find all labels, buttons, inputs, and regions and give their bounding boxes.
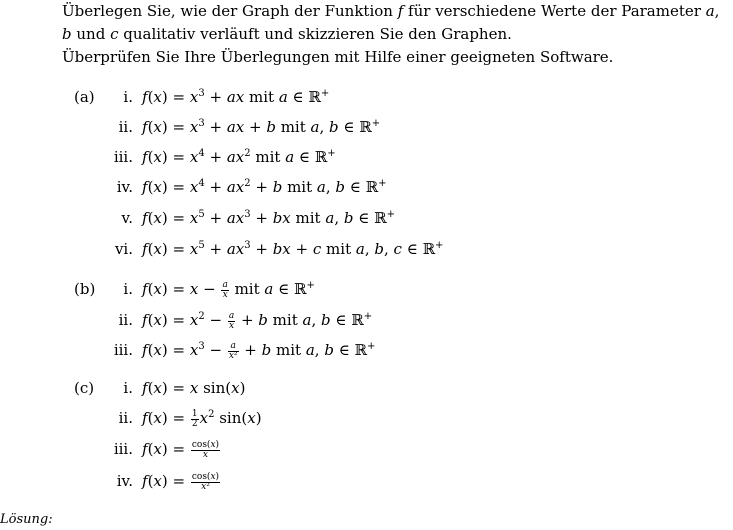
formula: $f(x) = x^3$ + ax mit a ∈ ℝ+ (142, 88, 330, 106)
formula: $f(x) = x^4 + ax^2$ mit a ∈ ℝ+ (142, 148, 336, 166)
problem-statement (62, 0, 733, 69)
formula: $f(x) = x^3$ − $\frac{a}{\text{x²}}$ + b mit a, b ∈ ℝ+ (142, 340, 376, 361)
item-number: i. (123, 379, 133, 397)
formula: f(x) = $\frac{\cos(x)}{x}$ (142, 439, 220, 460)
intro-line-1: Überlegen Sie, wie der Graph der Funktion f für verschiedene Werte der Parameter a, b und c qualitativ verläuft und skizzieren Sie den Graphen. (62, 2, 720, 43)
item-number: iii. (113, 341, 133, 359)
formula: $f(x) = x^3$ + ax + b mit a, b ∈ ℝ+ (142, 118, 381, 136)
solution-label: Lösung: (0, 512, 53, 527)
item-number: i. (123, 280, 133, 298)
item-number: ii. (118, 409, 133, 427)
section-label-c: (c) (74, 379, 95, 397)
section-label-b: (b) (74, 280, 96, 298)
item-number: i. (123, 88, 133, 106)
item-b-iii (0, 341, 733, 365)
item-number: ii. (118, 311, 133, 329)
intro-line-2: Überprüfen Sie Ihre Überlegungen mit Hilfe einer geeigneten Software. (62, 48, 614, 66)
item-a-v (0, 209, 733, 233)
item-number: iii. (113, 440, 133, 458)
formula: $f(x) = x^2$ − $\frac{a}{x}$ + b mit a, b ∈ ℝ+ (142, 310, 373, 331)
item-b-i (0, 280, 733, 304)
formula: f(x) = x − $\frac{a}{x}$ mit a ∈ ℝ+ (142, 279, 315, 300)
formula: $f(x) = x^5 + ax^3$ + bx mit a, b ∈ ℝ+ (142, 209, 395, 227)
formula: $f(x) = x^4 + ax^2 + b$ mit a, b ∈ ℝ+ (142, 178, 387, 196)
item-c-iii (0, 440, 733, 464)
item-a-i (0, 88, 733, 112)
item-a-ii (0, 118, 733, 142)
formula: f(x) = $\frac{1}{2}$ $x^2$ sin(x) (142, 408, 262, 429)
formula: f(x) = x sin(x) (142, 379, 246, 397)
item-number: iv. (116, 472, 133, 490)
item-number: vi. (114, 240, 133, 258)
formula: f(x) = $\frac{\cos(x)}{\text{x²}}$ (142, 471, 220, 492)
item-c-iv (0, 472, 733, 496)
formula: $f(x) = x^5 + ax^3$ + bx + c mit a, b, c ∈ ℝ+ (142, 240, 444, 258)
item-c-i (0, 379, 733, 403)
section-label-a: (a) (74, 88, 95, 106)
item-a-vi (0, 240, 733, 264)
item-c-ii (0, 409, 733, 433)
item-b-ii (0, 311, 733, 335)
item-number: iv. (116, 178, 133, 196)
item-number: v. (121, 209, 133, 227)
item-number: iii. (113, 148, 133, 166)
item-number: ii. (118, 118, 133, 136)
item-a-iv (0, 178, 733, 202)
item-a-iii (0, 148, 733, 172)
